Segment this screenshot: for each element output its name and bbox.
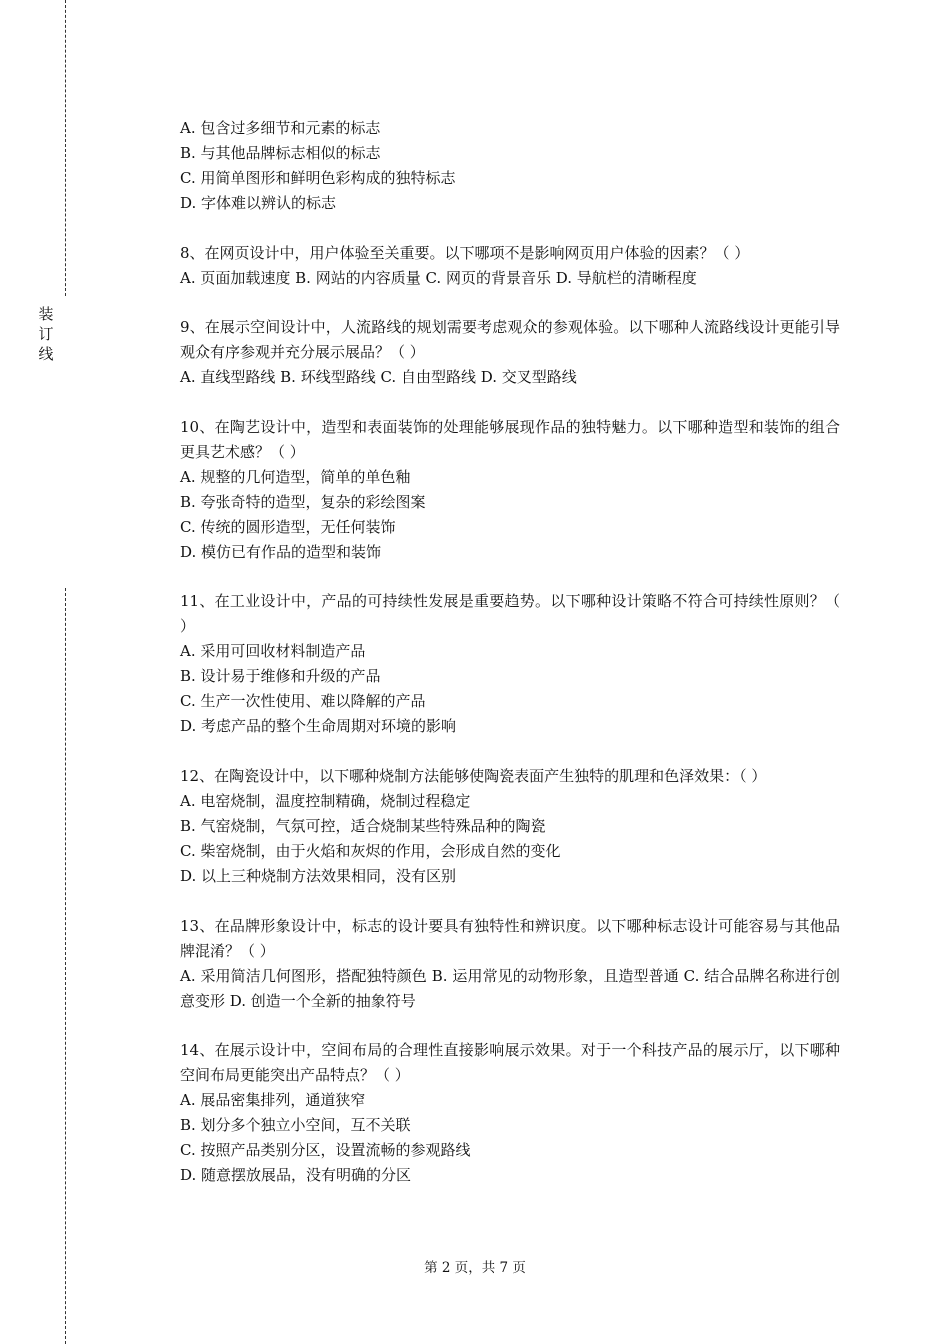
question-7-continued [180, 116, 840, 216]
binding-char: 装 [38, 305, 54, 323]
question-list [180, 116, 840, 1213]
question-11 [180, 589, 840, 739]
option: C. 按照产品类别分区，设置流畅的参观路线 [180, 1141, 471, 1160]
option: D. 字体难以辨认的标志 [180, 194, 337, 212]
binding-dashed-line-top [65, 0, 66, 296]
binding-char: 订 [38, 325, 54, 343]
option: B. 设计易于维修和升级的产品 [180, 667, 381, 686]
question-stem: 14、在展示设计中，空间布局的合理性直接影响展示效果。对于一个科技产品的展示厅，以下哪种空间布局更能突出产品特点？（ ） [180, 1041, 840, 1085]
option: C. 传统的圆形造型，无任何装饰 [180, 517, 396, 536]
question-10 [180, 415, 840, 565]
option: D. 随意摆放展品，没有明确的分区 [180, 1166, 412, 1185]
question-stem: 8、在网页设计中，用户体验至关重要。以下哪项不是影响网页用户体验的因素？（ ） [180, 243, 750, 262]
options-inline: A. 直线型路线 B. 环线型路线 C. 自由型路线 D. 交叉型路线 [180, 368, 577, 387]
option: D. 以上三种烧制方法效果相同，没有区别 [180, 866, 457, 885]
options-inline: A. 采用简洁几何图形，搭配独特颜色 B. 运用常见的动物形象，且造型普通 C. 结合品牌名称进行创意变形 D. 创造一个全新的抽象符号 [180, 966, 840, 1010]
question-stem: 10、在陶艺设计中，造型和表面装饰的处理能够展现作品的独特魅力。以下哪种造型和装饰的组合更具艺术感？（ ） [180, 417, 840, 461]
question-8 [180, 241, 840, 291]
question-stem: 9、在展示空间设计中，人流路线的规划需要考虑观众的参观体验。以下哪种人流路线设计更能引导观众有序参观并充分展示展品？（ ） [180, 318, 840, 362]
binding-dashed-line-bottom [65, 588, 66, 1344]
options-inline: A. 页面加载速度 B. 网站的内容质量 C. 网页的背景音乐 D. 导航栏的清晰程度 [180, 268, 697, 287]
question-stem: 12、在陶瓷设计中，以下哪种烧制方法能够使陶瓷表面产生独特的肌理和色泽效果：（ ） [180, 766, 767, 785]
option: A. 电窑烧制，温度控制精确，烧制过程稳定 [180, 791, 471, 810]
option: C. 生产一次性使用、难以降解的产品 [180, 692, 426, 711]
option: D. 模仿已有作品的造型和装饰 [180, 542, 382, 561]
question-9 [180, 315, 840, 390]
page-footer: 第 2 页，共 7 页 [424, 1260, 526, 1276]
option: C. 柴窑烧制，由于火焰和灰烬的作用，会形成自然的变化 [180, 841, 561, 860]
option: A. 展品密集排列，通道狭窄 [180, 1091, 366, 1110]
option: D. 考虑产品的整个生命周期对环境的影响 [180, 717, 457, 736]
option: A. 采用可回收材料制造产品 [180, 642, 366, 661]
question-12 [180, 764, 840, 889]
option: B. 夸张奇特的造型，复杂的彩绘图案 [180, 492, 426, 511]
option: B. 划分多个独立小空间，互不关联 [180, 1116, 411, 1135]
question-stem: 13、在品牌形象设计中，标志的设计要具有独特性和辨识度。以下哪种标志设计可能容易与其他品牌混淆？（ ） [180, 916, 840, 960]
option: A. 包含过多细节和元素的标志 [180, 119, 381, 137]
binding-char: 线 [38, 345, 54, 363]
question-stem: 11、在工业设计中，产品的可持续性发展是重要趋势。以下哪种设计策略不符合可持续性原则？（ ） [180, 592, 840, 636]
question-14 [180, 1038, 840, 1188]
option: B. 与其他品牌标志相似的标志 [180, 144, 381, 162]
option: A. 规整的几何造型，简单的单色釉 [180, 467, 411, 486]
question-13 [180, 914, 840, 1014]
option: B. 气窑烧制，气氛可控，适合烧制某些特殊品种的陶瓷 [180, 816, 546, 835]
binding-label [38, 304, 54, 364]
option: C. 用简单图形和鲜明色彩构成的独特标志 [180, 169, 456, 187]
